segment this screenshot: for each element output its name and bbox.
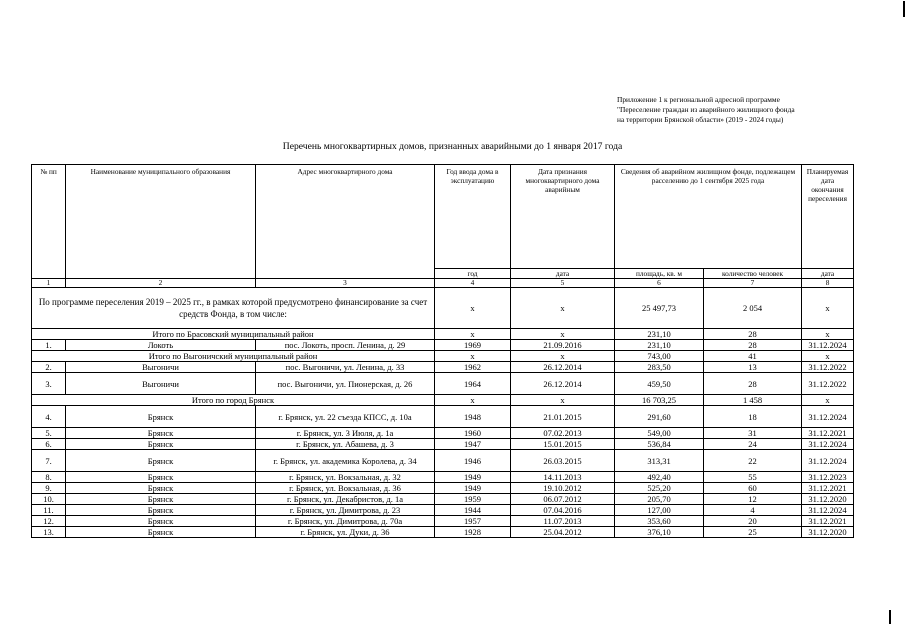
program-area: 25 497,73	[615, 288, 704, 329]
row-address: г. Брянск, ул. 3 Июля, д. 1а	[256, 428, 435, 439]
row-planned: 31.12.2020	[802, 527, 854, 538]
header-planned: Планируемая дата окончания переселения	[802, 165, 854, 269]
appendix-line: на территории Брянской области» (2019 - 2024 годы)	[617, 115, 784, 124]
row-planned: 31.12.2022	[802, 373, 854, 395]
row-date: 07.02.2013	[511, 428, 615, 439]
row-address: пос. Локоть, просп. Ленина, д. 29	[256, 340, 435, 351]
row-num: 1.	[32, 340, 66, 351]
appendix-line: Приложение 1 к региональной адресной программе	[617, 95, 780, 104]
row-area: 549,00	[615, 428, 704, 439]
row-year: 1957	[435, 516, 511, 527]
row-address: пос. Выгоничи, ул. Пионерская, д. 26	[256, 373, 435, 395]
subtotal-label: Итого по Выгоничский муниципальный район	[32, 351, 435, 362]
row-date: 25.04.2012	[511, 527, 615, 538]
row-date: 26.12.2014	[511, 362, 615, 373]
row-year: 1959	[435, 494, 511, 505]
unit-people: количество человек	[704, 269, 802, 279]
row-people: 12	[704, 494, 802, 505]
row-planned: 31.12.2024	[802, 340, 854, 351]
header-municipality: Наименование муниципального образования	[66, 165, 256, 279]
row-people: 24	[704, 439, 802, 450]
col-number: 2	[66, 279, 256, 288]
table-row	[32, 505, 854, 516]
housing-table	[31, 164, 854, 538]
col-number: 8	[802, 279, 854, 288]
row-municipality: Брянск	[66, 406, 256, 428]
table-row	[32, 439, 854, 450]
row-municipality: Выгоничи	[66, 373, 256, 395]
row-area: 231,10	[615, 340, 704, 351]
table-row	[32, 340, 854, 351]
row-date: 21.09.2016	[511, 340, 615, 351]
subtotal-row-brasovsky	[32, 329, 854, 340]
row-num: 7.	[32, 450, 66, 472]
row-planned: 31.12.2024	[802, 439, 854, 450]
row-address: г. Брянск, ул. Дуки, д. 36	[256, 527, 435, 538]
subtotal-people: 28	[704, 329, 802, 340]
row-planned: 31.12.2022	[802, 362, 854, 373]
document-title: Перечень многоквартирных домов, признанных аварийными до 1 января 2017 года	[282, 141, 623, 152]
row-num: 5.	[32, 428, 66, 439]
row-municipality: Выгоничи	[66, 362, 256, 373]
row-area: 525,20	[615, 483, 704, 494]
row-area: 492,40	[615, 472, 704, 483]
row-address: г. Брянск, ул. Вокзальная, д. 36	[256, 483, 435, 494]
col-number: 6	[615, 279, 704, 288]
subtotal-area: 231,10	[615, 329, 704, 340]
row-area: 205,70	[615, 494, 704, 505]
subtotal-row-vygonichi	[32, 351, 854, 362]
unit-year: год	[435, 269, 511, 279]
row-year: 1949	[435, 472, 511, 483]
row-municipality: Брянск	[66, 505, 256, 516]
subtotal-date: х	[511, 395, 615, 406]
row-municipality: Брянск	[66, 439, 256, 450]
table-row	[32, 527, 854, 538]
subtotal-area: 16 703,25	[615, 395, 704, 406]
subtotal-area: 743,00	[615, 351, 704, 362]
row-municipality: Брянск	[66, 527, 256, 538]
subtotal-date: х	[511, 329, 615, 340]
row-area: 353,60	[615, 516, 704, 527]
row-municipality: Брянск	[66, 472, 256, 483]
row-num: 13.	[32, 527, 66, 538]
row-date: 07.04.2016	[511, 505, 615, 516]
row-address: г. Брянск, ул. Вокзальная, д. 32	[256, 472, 435, 483]
row-num: 10.	[32, 494, 66, 505]
header-address: Адрес многоквартирного дома	[256, 165, 435, 279]
column-numbers-row	[32, 279, 854, 288]
row-address: пос. Выгоничи, ул. Ленина, д. 33	[256, 362, 435, 373]
subtotal-row-bryansk	[32, 395, 854, 406]
row-year: 1944	[435, 505, 511, 516]
row-planned: 31.12.2023	[802, 472, 854, 483]
row-year: 1948	[435, 406, 511, 428]
col-number: 5	[511, 279, 615, 288]
subtotal-year: х	[435, 395, 511, 406]
row-municipality: Брянск	[66, 450, 256, 472]
row-address: г. Брянск, ул. Димитрова, д. 70а	[256, 516, 435, 527]
row-municipality: Брянск	[66, 516, 256, 527]
row-num: 8.	[32, 472, 66, 483]
subtotal-planned: х	[802, 329, 854, 340]
row-municipality: Брянск	[66, 494, 256, 505]
row-people: 60	[704, 483, 802, 494]
row-planned: 31.12.2024	[802, 450, 854, 472]
program-year: х	[435, 288, 511, 329]
row-area: 283,50	[615, 362, 704, 373]
subtotal-people: 1 458	[704, 395, 802, 406]
subtotal-planned: х	[802, 395, 854, 406]
row-year: 1946	[435, 450, 511, 472]
appendix-note	[617, 95, 795, 125]
row-people: 4	[704, 505, 802, 516]
program-date: х	[511, 288, 615, 329]
row-year: 1964	[435, 373, 511, 395]
table-row	[32, 450, 854, 472]
row-planned: 31.12.2021	[802, 428, 854, 439]
row-area: 291,60	[615, 406, 704, 428]
header-row	[32, 165, 854, 269]
row-area: 313,31	[615, 450, 704, 472]
row-date: 14.11.2013	[511, 472, 615, 483]
row-date: 06.07.2012	[511, 494, 615, 505]
table-row	[32, 516, 854, 527]
row-year: 1960	[435, 428, 511, 439]
row-planned: 31.12.2024	[802, 406, 854, 428]
row-date: 15.01.2015	[511, 439, 615, 450]
row-people: 25	[704, 527, 802, 538]
row-date: 26.03.2015	[511, 450, 615, 472]
row-date: 21.01.2015	[511, 406, 615, 428]
scan-edge-mark	[889, 610, 891, 624]
subtotal-date: х	[511, 351, 615, 362]
table-row	[32, 406, 854, 428]
col-number: 4	[435, 279, 511, 288]
header-year: Год ввода дома в эксплуатацию	[435, 165, 511, 269]
row-area: 127,00	[615, 505, 704, 516]
subtotal-year: х	[435, 351, 511, 362]
row-num: 6.	[32, 439, 66, 450]
row-municipality: Брянск	[66, 483, 256, 494]
row-people: 18	[704, 406, 802, 428]
row-date: 11.07.2013	[511, 516, 615, 527]
program-people: 2 054	[704, 288, 802, 329]
row-num: 12.	[32, 516, 66, 527]
unit-planned: дата	[802, 269, 854, 279]
row-num: 9.	[32, 483, 66, 494]
row-num: 3.	[32, 373, 66, 395]
row-area: 459,50	[615, 373, 704, 395]
row-people: 31	[704, 428, 802, 439]
row-year: 1928	[435, 527, 511, 538]
subtotal-planned: х	[802, 351, 854, 362]
row-people: 20	[704, 516, 802, 527]
table-row	[32, 373, 854, 395]
subtotal-people: 41	[704, 351, 802, 362]
unit-area: площадь, кв. м	[615, 269, 704, 279]
table-row	[32, 362, 854, 373]
header-num: № пп	[32, 165, 66, 279]
header-date-recognized: Дата признания многоквартирного дома аварийным	[511, 165, 615, 269]
table-row	[32, 472, 854, 483]
row-num: 4.	[32, 406, 66, 428]
row-area: 536,84	[615, 439, 704, 450]
row-people: 22	[704, 450, 802, 472]
row-year: 1947	[435, 439, 511, 450]
row-num: 2.	[32, 362, 66, 373]
appendix-line: "Переселение граждан из аварийного жилищного фонда	[617, 105, 795, 114]
unit-date: дата	[511, 269, 615, 279]
row-year: 1949	[435, 483, 511, 494]
row-area: 376,10	[615, 527, 704, 538]
col-number: 3	[256, 279, 435, 288]
table-row	[32, 494, 854, 505]
row-address: г. Брянск, ул. Декабристов, д. 1а	[256, 494, 435, 505]
table-row	[32, 483, 854, 494]
row-planned: 31.12.2020	[802, 494, 854, 505]
program-total-row	[32, 288, 854, 329]
row-num: 11.	[32, 505, 66, 516]
row-address: г. Брянск, ул. Абашева, д. 3	[256, 439, 435, 450]
row-people: 28	[704, 373, 802, 395]
row-year: 1962	[435, 362, 511, 373]
row-planned: 31.12.2021	[802, 483, 854, 494]
row-people: 28	[704, 340, 802, 351]
row-date: 19.10.2012	[511, 483, 615, 494]
row-planned: 31.12.2024	[802, 505, 854, 516]
header-info: Сведения об аварийном жилищном фонде, подлежащем расселению до 1 сентября 2025 года	[615, 165, 802, 269]
row-municipality: Брянск	[66, 428, 256, 439]
subtotal-label: Итого по Брасовский муниципальный район	[32, 329, 435, 340]
row-planned: 31.12.2021	[802, 516, 854, 527]
col-number: 1	[32, 279, 66, 288]
subtotal-year: х	[435, 329, 511, 340]
row-address: г. Брянск, ул. Димитрова, д. 23	[256, 505, 435, 516]
col-number: 7	[704, 279, 802, 288]
row-people: 55	[704, 472, 802, 483]
row-address: г. Брянск, ул. 22 съезда КПСС, д. 10а	[256, 406, 435, 428]
subtotal-label: Итого по город Брянск	[32, 395, 435, 406]
row-year: 1969	[435, 340, 511, 351]
row-people: 13	[704, 362, 802, 373]
row-municipality: Локоть	[66, 340, 256, 351]
table-row	[32, 428, 854, 439]
row-address: г. Брянск, ул. академика Королева, д. 34	[256, 450, 435, 472]
row-date: 26.12.2014	[511, 373, 615, 395]
program-planned: х	[802, 288, 854, 329]
program-label: По программе переселения 2019 – 2025 гг., в рамках которой предусмотрено финансирование за счет средств Фонда, в том числе:	[32, 288, 435, 329]
